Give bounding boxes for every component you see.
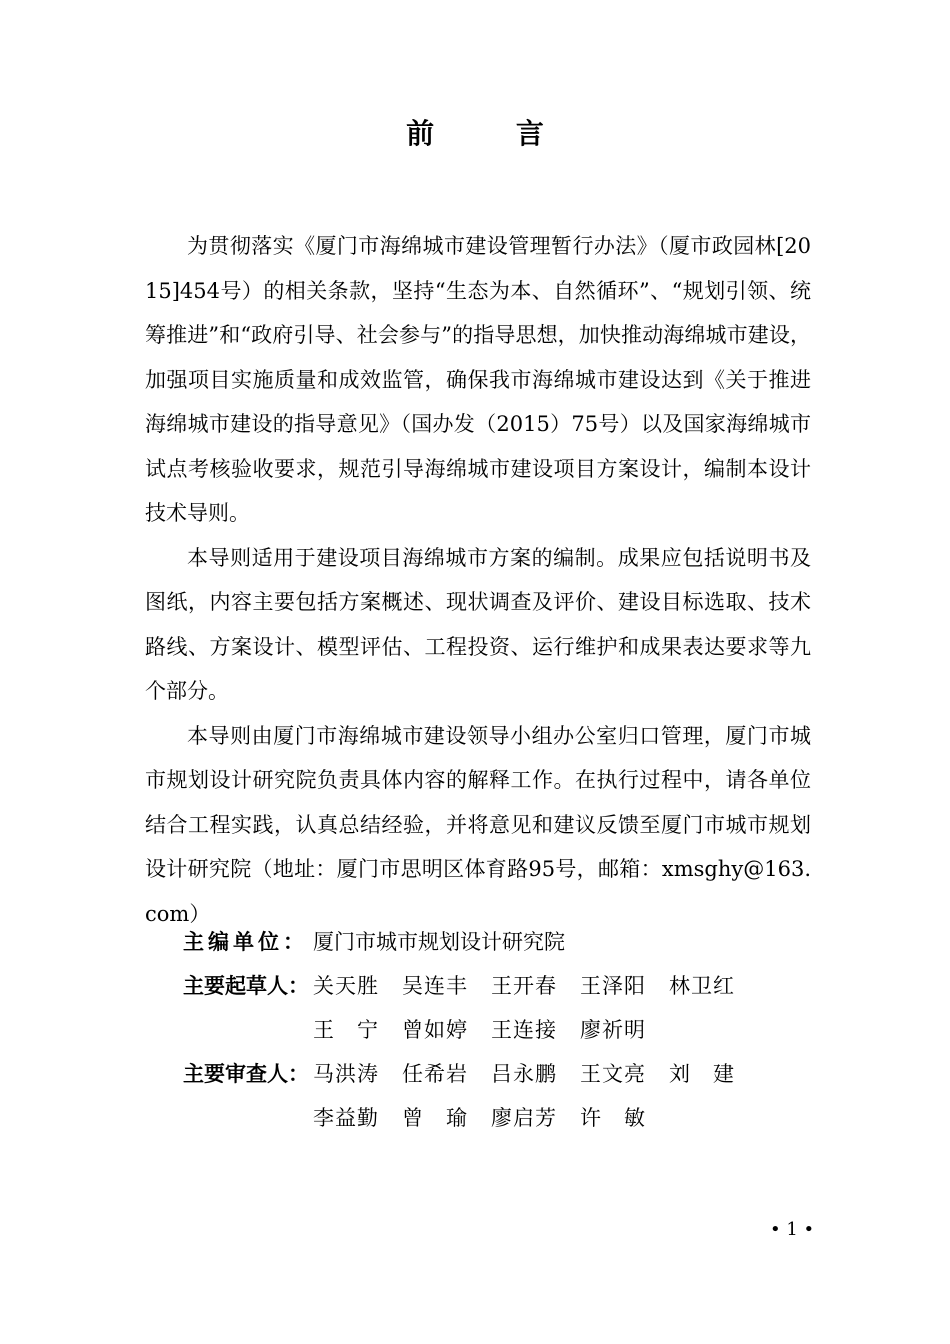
reviewer-name: 吕永鹏: [491, 1062, 557, 1086]
drafter-name: 王开春: [491, 974, 557, 998]
reviewer-name: 许 敏: [580, 1106, 646, 1130]
reviewer-name: 廖启芳: [491, 1106, 557, 1130]
reviewers-row: [183, 1052, 823, 1140]
drafter-name: 吴连丰: [402, 974, 468, 998]
editor-value: 厦门市城市规划设计研究院: [313, 930, 565, 954]
drafter-name: 王 宁: [313, 1018, 379, 1042]
reviewer-name: 曾 瑜: [402, 1106, 468, 1130]
paragraph-purpose: 为贯彻落实《厦门市海绵城市建设管理暂行办法》（厦市政园林[2015]454号）的相关条款，坚持“生态为本、自然循环”、“规划引领、统筹推进”和“政府引导、社会参与”的指导思想，加快推动海绵城市建设，加强项目实施质量和成效监管，确保我市海绵城市建设达到《关于推进海绵城市建设的指导意见》（国办发（2015）75号）以及国家海绵城市试点考核验收要求，规范引导海绵城市建设项目方案设计，编制本设计技术导则。: [145, 234, 811, 525]
preface-body: [145, 224, 811, 936]
drafter-name: 廖祈明: [580, 1018, 646, 1042]
drafter-name: 关天胜: [313, 974, 379, 998]
drafters-label: 主要起草人：: [183, 973, 309, 998]
reviewer-name: 刘 建: [669, 1062, 735, 1086]
reviewer-name: 任希岩: [402, 1062, 468, 1086]
drafter-name: 曾如婷: [402, 1018, 468, 1042]
reviewer-name: 马洪涛: [313, 1062, 379, 1086]
paragraph-scope: 本导则适用于建设项目海绵城市方案的编制。成果应包括说明书及图纸，内容主要包括方案概述、现状调查及评价、建设目标选取、技术路线、方案设计、模型评估、工程投资、运行维护和成果表达要求等九个部分。: [145, 545, 811, 703]
reviewer-name: 李益勤: [313, 1106, 379, 1130]
reviewer-name: 王文亮: [580, 1062, 646, 1086]
drafter-name: 王连接: [491, 1018, 557, 1042]
paragraph-management: 本导则由厦门市海绵城市建设领导小组办公室归口管理，厦门市城市规划设计研究院负责具体内容的解释工作。在执行过程中，请各单位结合工程实践，认真总结经验，并将意见和建议反馈至厦门市城市规划设计研究院（地址：厦门市思明区体育路95号，邮箱：xmsghy@163.com）: [145, 723, 811, 926]
drafters-row: [183, 964, 823, 1052]
drafter-name: 王泽阳: [580, 974, 646, 998]
reviewers-label: 主要审查人：: [183, 1061, 309, 1086]
credits-block: [183, 920, 823, 1140]
editor-label: 主编单位：: [183, 929, 308, 954]
reviewers-list: [313, 1052, 773, 1140]
editor-row: [183, 920, 823, 964]
page-number: • 1 •: [770, 1219, 815, 1240]
drafter-name: 林卫红: [669, 974, 735, 998]
drafters-list: [313, 964, 773, 1052]
page-title: 前 言: [406, 117, 580, 150]
